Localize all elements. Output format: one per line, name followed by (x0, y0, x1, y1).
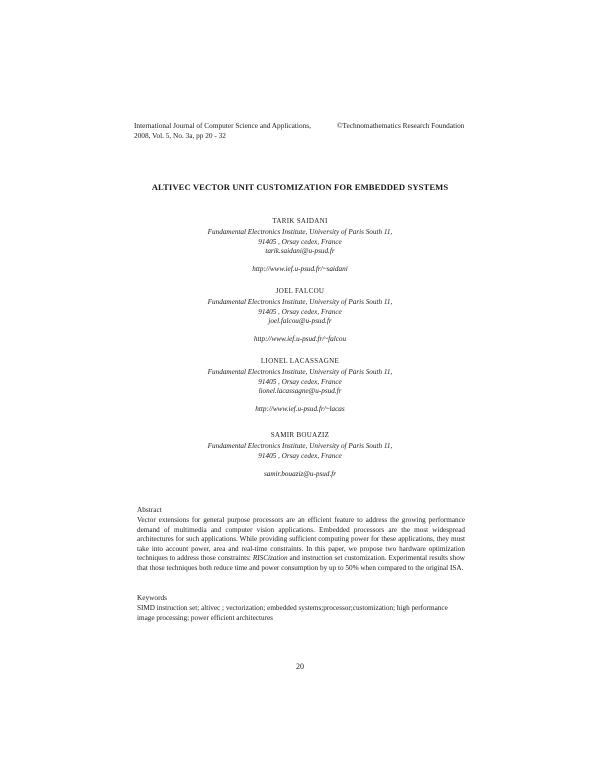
author-email[interactable]: tarik.saidani@u-psud.fr (265, 247, 335, 255)
author-homepage-link[interactable]: http://www.ief.u-psud.fr/~saidani (252, 264, 348, 273)
journal-citation (134, 121, 311, 141)
author-homepage-link[interactable]: http://www.ief.u-psud.fr/~falcou (253, 334, 347, 343)
author-name: TARIK SAIDANI (272, 217, 328, 225)
author-affiliation: Fundamental Electronics Institute, University of Paris South 11, (207, 298, 393, 306)
author-block (0, 286, 600, 344)
author-address: 91405 , Orsay cedex, France (258, 237, 342, 246)
author-email[interactable]: joel.falcou@u-psud.fr (268, 317, 332, 325)
author-name: LIONEL LACASSAGNE (260, 357, 340, 365)
author-email[interactable]: samir.bouaziz@u-psud.fr (263, 470, 337, 478)
abstract-text (137, 516, 465, 574)
paper-title: ALTIVEC VECTOR UNIT CUSTOMIZATION FOR EMBEDDED SYSTEMS (151, 182, 449, 192)
author-name: SAMIR BOUAZIZ (270, 431, 330, 439)
author-affiliation: Fundamental Electronics Institute, University of Paris South 11, (207, 442, 393, 450)
author-address: 91405 , Orsay cedex, France (258, 377, 342, 386)
author-address: 91405 , Orsay cedex, France (258, 307, 342, 316)
author-name: JOEL FALCOU (275, 287, 325, 295)
author-block (0, 216, 600, 274)
journal-line-1: International Journal of Computer Science and Applications, (134, 121, 311, 130)
keywords-heading: Keywords (137, 593, 167, 602)
abstract-heading: Abstract (137, 505, 162, 514)
author-block (0, 430, 600, 480)
abstract-emphasis: RISCization (252, 554, 288, 563)
journal-line-2: 2008, Vol. 5, No. 3a, pp 20 - 32 (134, 131, 226, 140)
copyright-notice: ©Technomathematics Research Foundation (337, 121, 465, 130)
author-affiliation: Fundamental Electronics Institute, University of Paris South 11, (207, 368, 393, 376)
page-number: 20 (296, 662, 304, 671)
author-address: 91405 , Orsay cedex, France (258, 451, 342, 460)
author-email[interactable]: lionel.lacassagne@u-psud.fr (258, 387, 342, 395)
author-block (0, 356, 600, 414)
abstract-text-part-2: and instruction set customization. Experimental results show that those techniques both reduce time and power consumption by up to 50% when compared to the original ISA. (137, 554, 465, 572)
abstract-text-part-1: Vector extensions for general purpose processors are an efficient feature to address the growing performance demand of multimedia and computer vision applications. Embedded processors are the most widespread architectures for such applications. While providing sufficient computing power for these applications, they must take into account power, area and real-time constraints. In this paper, we propose two hardware optimization techniques to address those constraints: (137, 516, 465, 563)
author-homepage-link[interactable]: http://www.ief.u-psud.fr/~lacas (255, 404, 345, 413)
keywords-text: SIMD instruction set; altivec ; vectorization; embedded systems;processor;customization; high performance image processing; power efficient architectures (137, 604, 448, 622)
author-affiliation: Fundamental Electronics Institute, University of Paris South 11, (207, 228, 393, 236)
